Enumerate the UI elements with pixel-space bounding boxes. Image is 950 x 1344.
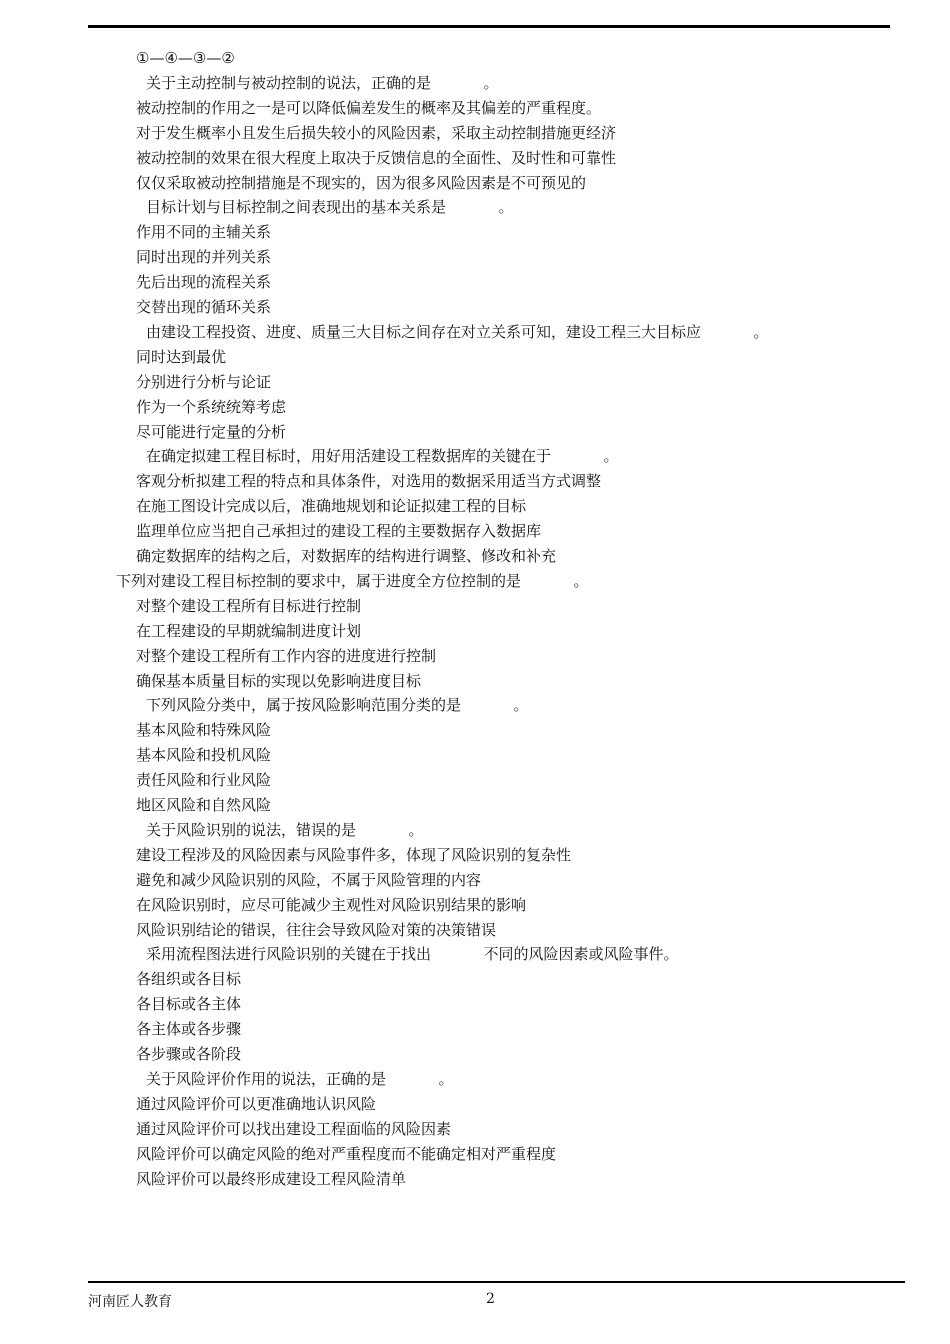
option-line: 被动控制的效果在很大程度上取决于反馈信息的全面性、及时性和可靠性 [136,148,617,167]
option-line: 先后出现的流程关系 [136,273,272,292]
header-rule [88,25,890,28]
question-line: 下列对建设工程目标控制的要求中，属于进度全方位控制的是 。 [116,571,589,590]
option-line: 通过风险评价可以更准确地认识风险 [136,1094,377,1113]
page-number: 2 [486,1291,495,1307]
option-line: 在风险识别时，应尽可能减少主观性对风险识别结果的影响 [136,895,527,914]
question-line: 在确定拟建工程目标时，用好用活建设工程数据库的关键在于 。 [146,447,619,466]
option-line: 客观分析拟建工程的特点和具体条件，对选用的数据采用适当方式调整 [136,472,602,491]
option-line: 被动控制的作用之一是可以降低偏差发生的概率及其偏差的严重程度。 [136,98,602,117]
footer-organization: 河南匠人教育 [88,1294,172,1310]
question-line: 目标计划与目标控制之间表现出的基本关系是 。 [146,198,514,217]
option-line: 风险评价可以确定风险的绝对严重程度而不能确定相对严重程度 [136,1144,557,1163]
option-line: 对整个建设工程所有工作内容的进度进行控制 [136,646,437,665]
question-line: 关于主动控制与被动控制的说法，正确的是 。 [146,73,499,92]
question-line: 由建设工程投资、进度、质量三大目标之间存在对立关系可知，建设工程三大目标应 。 [146,322,769,341]
option-line: 在工程建设的早期就编制进度计划 [136,621,362,640]
option-line: 确保基本质量目标的实现以免影响进度目标 [136,671,422,690]
option-line: 基本风险和投机风险 [136,746,272,765]
option-line: 避免和减少风险识别的风险，不属于风险管理的内容 [136,870,482,889]
option-line: 交替出现的循环关系 [136,298,272,316]
option-line: 各目标或各主体 [136,995,242,1014]
option-line: 责任风险和行业风险 [136,771,272,790]
option-line: 对整个建设工程所有目标进行控制 [136,596,362,615]
option-line: 作为一个系统统筹考虑 [136,397,287,416]
option-line: 分别进行分析与论证 [136,372,272,391]
question-line: 关于风险评价作用的说法，正确的是 。 [146,1069,454,1088]
option-line: 对于发生概率小且发生后损失较小的风险因素，采取主动控制措施更经济 [136,123,617,142]
option-line: 仅仅采取被动控制措施是不现实的，因为很多风险因素是不可预见的 [136,173,587,192]
option-line: 同时达到最优 [136,347,227,366]
option-line: 风险评价可以最终形成建设工程风险清单 [136,1169,407,1188]
question-line: 关于风险识别的说法，错误的是 。 [146,820,424,839]
option-line: 确定数据库的结构之后，对数据库的结构进行调整、修改和补充 [136,547,557,565]
question-line: 采用流程图法进行风险识别的关键在于找出 不同的风险因素或风险事件。 [146,945,679,964]
option-line: 风险识别结论的错误，往往会导致风险对策的决策错误 [136,920,497,939]
option-line: 同时出现的并列关系 [136,248,272,267]
option-line: 基本风险和特殊风险 [136,721,272,740]
option-line: 建设工程涉及的风险因素与风险事件多，体现了风险识别的复杂性 [136,845,572,864]
option-line: 各组织或各目标 [136,970,242,989]
option-line: ①—④—③—② [136,49,235,67]
option-line: 各主体或各步骤 [136,1020,242,1039]
option-line: 监理单位应当把自己承担过的建设工程的主要数据存入数据库 [136,522,542,541]
option-line: 在施工图设计完成以后，准确地规划和论证拟建工程的目标 [136,497,527,516]
option-line: 尽可能进行定量的分析 [136,422,287,441]
option-line: 各步骤或各阶段 [136,1045,242,1063]
option-line: 通过风险评价可以找出建设工程面临的风险因素 [136,1119,452,1138]
option-line: 地区风险和自然风险 [136,796,272,814]
footer-rule [88,1281,905,1283]
question-line: 下列风险分类中，属于按风险影响范围分类的是 。 [146,696,529,715]
option-line: 作用不同的主辅关系 [136,223,272,242]
